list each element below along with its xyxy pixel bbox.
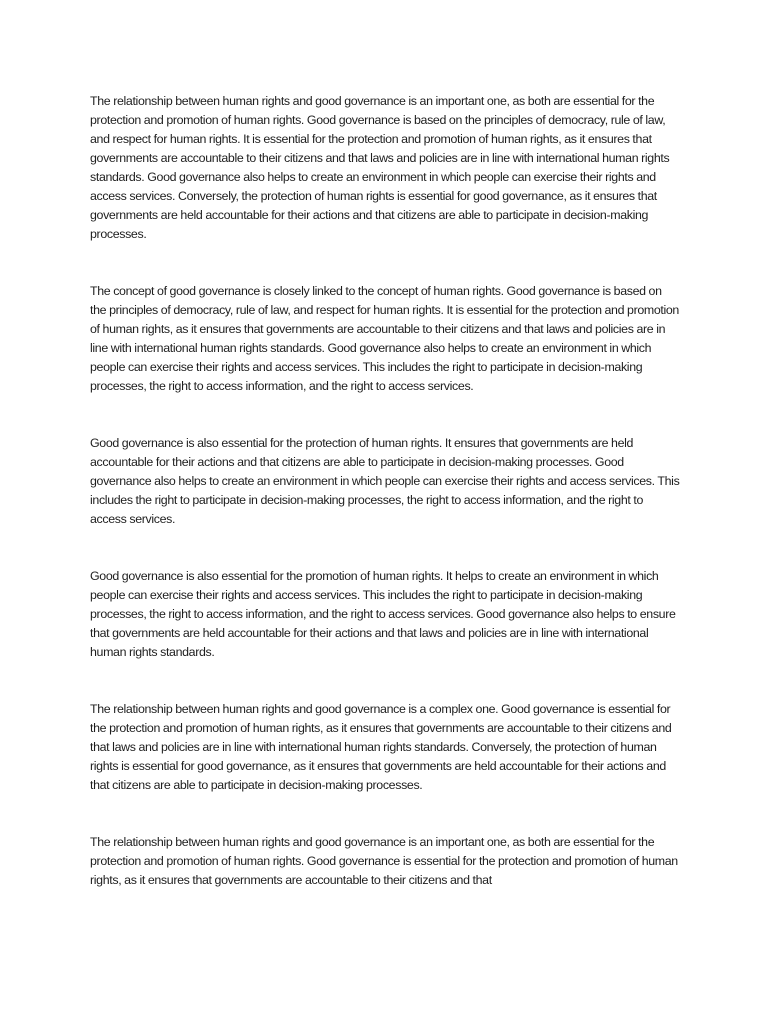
paragraph-3: Good governance is also essential for the protection of human rights. It ensures that governments are held accountable for their actions and that citizens are able to participate in decision-making processes. Good governance also helps to create an environment in which people can exercise their rights and access services. This includes the right to participate in decision-making processes, the right to access information, and the right to access services. bbox=[90, 436, 680, 526]
paragraph-6: The relationship between human rights and good governance is an important one, as both are essential for the protection and promotion of human rights. Good governance is essential for the protection and promotion of human rights, as it ensures that governments are accountable to their citizens and that bbox=[90, 835, 678, 887]
paragraph-4: Good governance is also essential for the promotion of human rights. It helps to create an environment in which people can exercise their rights and access services. This includes the right to participate in decision-making processes, the right to access information, and the right to access services. Good governance also helps to ensure that governments are held accountable for their actions and that laws and policies are in line with international human rights standards. bbox=[90, 569, 676, 659]
paragraph-2: The concept of good governance is closely linked to the concept of human rights. Good governance is based on the principles of democracy, rule of law, and respect for human rights. It is essential for the protection and promotion of human rights, as it ensures that governments are accountable to their citizens and that laws and policies are in line with international human rights standards. Good governance also helps to create an environment in which people can exercise their rights and access services. This includes the right to participate in decision-making processes, the right to access information, and the right to access services. bbox=[90, 284, 679, 393]
paragraph-5: The relationship between human rights and good governance is a complex one. Good governance is essential for the protection and promotion of human rights, as it ensures that governments are accountable to their citizens and that laws and policies are in line with international human rights standards. Conversely, the protection of human rights is essential for good governance, as it ensures that governments are held accountable for their actions and that citizens are able to participate in decision-making processes. bbox=[90, 702, 672, 792]
paragraph-1: The relationship between human rights and good governance is an important one, as both are essential for the protection and promotion of human rights. Good governance is based on the principles of democracy, rule of law, and respect for human rights. It is essential for the protection and promotion of human rights, as it ensures that governments are accountable to their citizens and that laws and policies are in line with international human rights standards. Good governance also helps to create an environment in which people can exercise their rights and access services. Conversely, the protection of human rights is essential for good governance, as it ensures that governments are held accountable for their actions and that citizens are able to participate in decision-making processes. bbox=[90, 94, 670, 241]
document-body bbox=[90, 92, 680, 890]
